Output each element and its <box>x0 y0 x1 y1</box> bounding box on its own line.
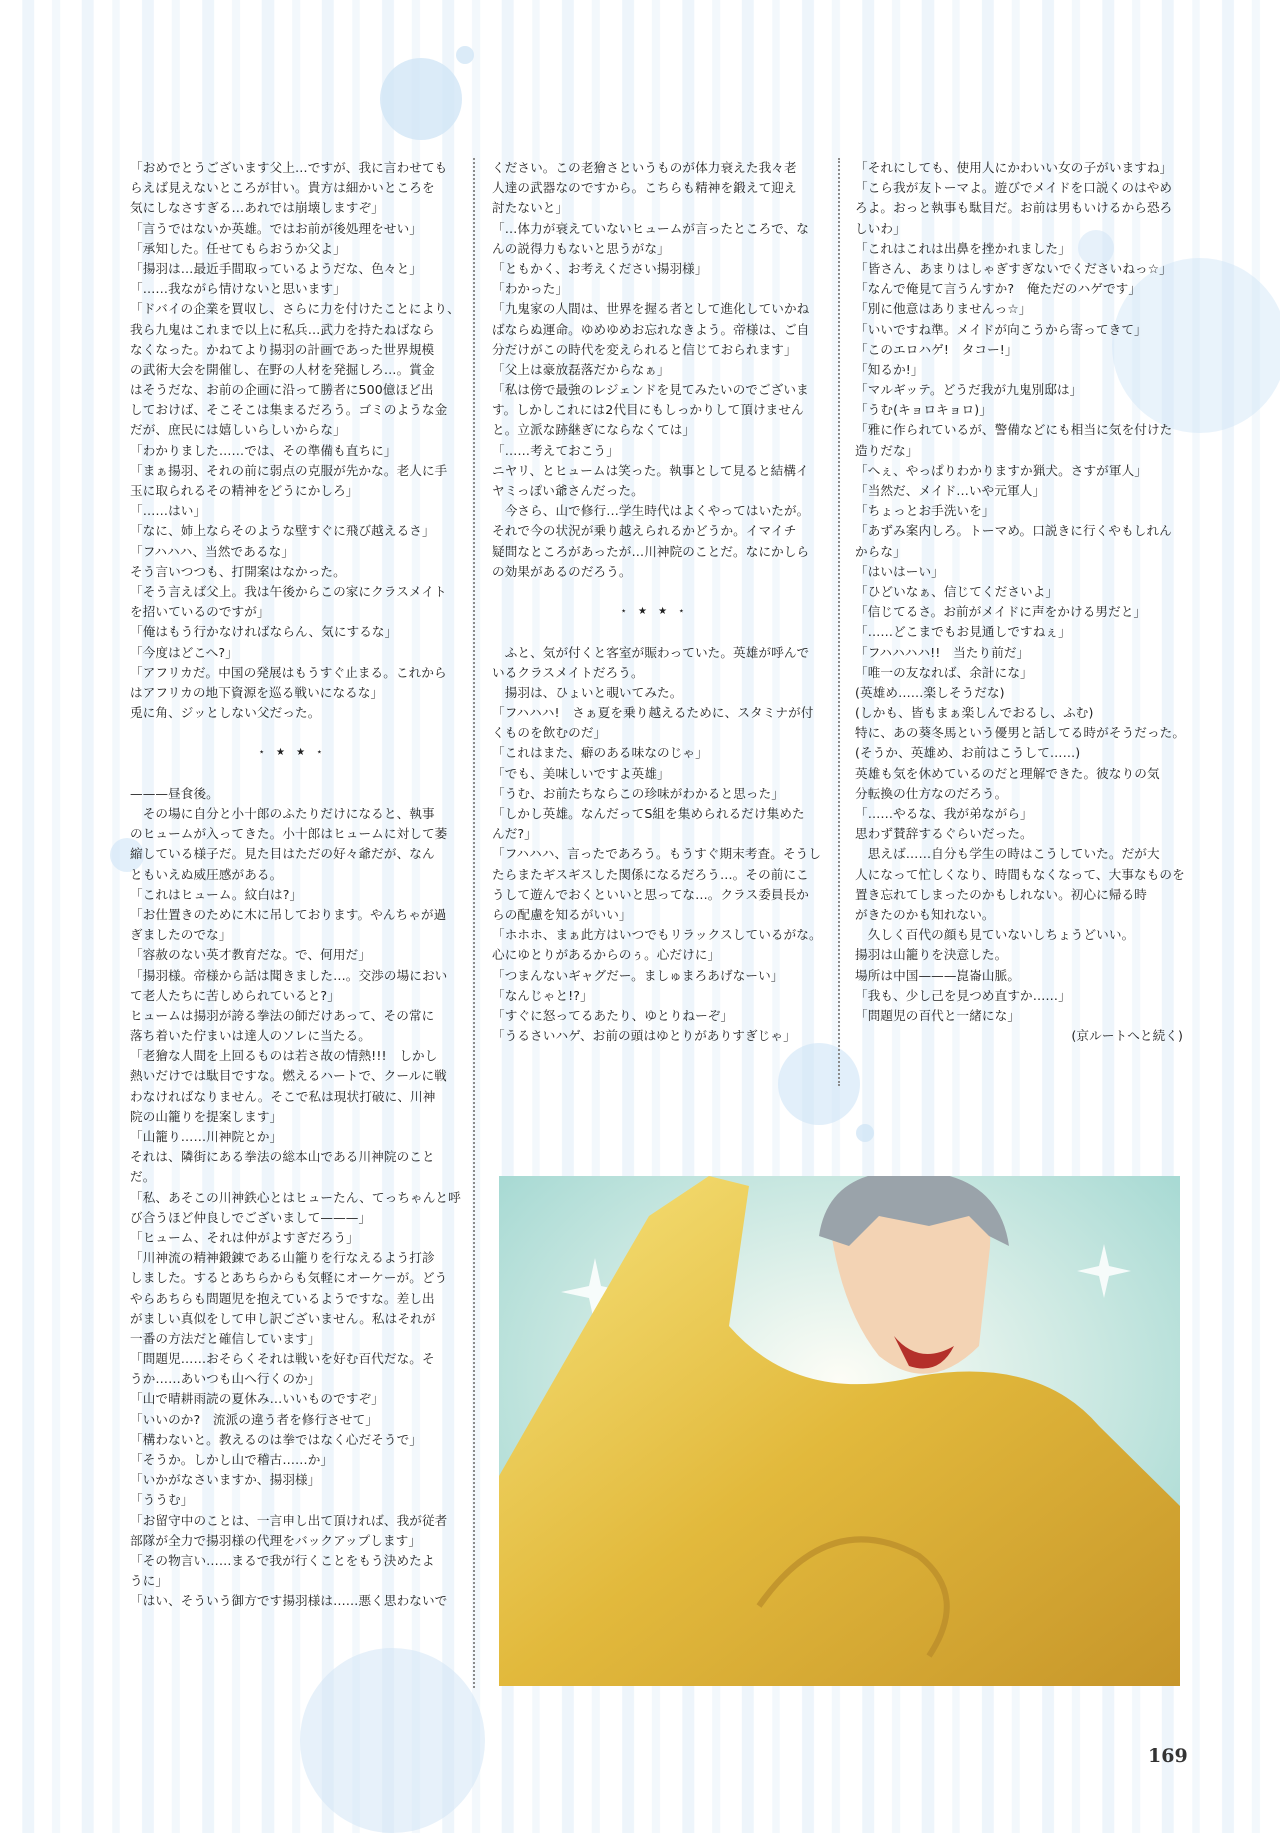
decor-bubble <box>856 1124 874 1142</box>
text-line: 一番の方法だと確信しています」 <box>130 1330 321 1346</box>
text-line <box>130 764 455 784</box>
text-line: ヤミっぽい爺さんだった。 <box>492 483 644 498</box>
text-column-2 <box>492 158 822 1046</box>
text-line: だ。 <box>130 1169 156 1185</box>
text-line: 「お留守中のことは、一言申し出て頂ければ、我が従者 <box>130 1512 448 1528</box>
text-line: 揚羽は、ひょいと覗いてみた。 <box>492 684 683 700</box>
text-line: 「そうか。しかし山で稽古……か」 <box>130 1452 334 1467</box>
text-line: いるクラスメイトだろう。 <box>492 664 644 680</box>
text-line: の武術大会を開催し、在野の人材を発掘しろ…。賞金 <box>130 361 435 377</box>
text-line: やらあちらも問題児を抱えているようですな。差し出 <box>130 1290 435 1306</box>
text-line: 「ヒューム、それは仲がよすぎだろう」 <box>130 1229 359 1245</box>
text-line: 分だけがこの時代を変えられると信じておられます」 <box>492 341 797 357</box>
text-line: 縮している様子だ。見た目はただの好々爺だが、なん <box>130 846 435 862</box>
text-line: 「しかし英雄。なんだってS組を集められるだけ集めた <box>492 806 805 821</box>
text-line: 心にゆとりがあるからのぅ。心だけに」 <box>492 947 721 963</box>
text-line: 「言うではないか英雄。ではお前が後処理をせい」 <box>130 220 422 236</box>
text-line: ———昼食後。 <box>130 785 219 801</box>
text-line: 「信じてるさ。お前がメイドに声をかける男だと」 <box>855 604 1147 620</box>
text-line <box>492 622 817 642</box>
text-line <box>130 723 455 743</box>
text-line: 思えば……自分も学生の時はこうしていた。だが大 <box>855 846 1160 862</box>
text-line: 「当然だ、メイド…いや元軍人」 <box>855 483 1046 498</box>
text-line: 「……考えておこう」 <box>492 442 619 458</box>
text-line: 院の山籠りを提案します」 <box>130 1108 283 1124</box>
text-line: 「山籠り……川神院とか」 <box>130 1129 283 1144</box>
text-line: 置き忘れてしまったのかもしれない。初心に帰る時 <box>855 886 1147 902</box>
column-divider <box>473 158 475 1688</box>
text-line: 「おめでとうございます父上…ですが、我に言わせても <box>130 160 448 175</box>
text-line: がきたのかも知れない。 <box>855 906 995 922</box>
text-line: 「承知した。任せてもらおうか父よ」 <box>130 240 346 256</box>
text-line: 「ドバイの企業を買収し、さらに力を付けたことにより、 <box>130 301 460 317</box>
text-line: 「構わないと。教えるのは拳ではなく心だそうで」 <box>130 1431 422 1447</box>
text-line: んの説得力もないと思うがな」 <box>492 240 670 256</box>
text-line: 「フハハハ! さぁ夏を乗り越えるために、スタミナが付 <box>492 705 814 721</box>
text-line: 「父上は豪放磊落だからなぁ」 <box>492 361 670 377</box>
text-line: 「問題児……おそらくそれは戦いを好む百代だな。そ <box>130 1351 435 1367</box>
text-line: 思わず賛辞するぐらいだった。 <box>855 826 1033 842</box>
text-line: 「フハハハ、言ったであろう。もうすぐ期末考査。そうし <box>492 846 822 862</box>
text-line: 気にしなさすぎる…あれでは崩壊しますぞ」 <box>130 200 384 216</box>
text-line: んだ?」 <box>492 826 537 842</box>
text-line: 「アフリカだ。中国の発展はもうすぐ止まる。これから <box>130 664 447 680</box>
text-line: 「こら我が友トーマよ。遊びでメイドを口説くのはやめ <box>855 180 1173 196</box>
text-line: (英雄め……楽しそうだな) <box>855 684 1005 700</box>
text-line: 「揚羽様。帝様から話は聞きました…。交渉の場におい <box>130 967 448 983</box>
text-line: 「へぇ、やっぱりわかりますか猟犬。さすが軍人」 <box>855 462 1147 478</box>
text-line: 人達の武器なのですから。こちらも精神を鍛えて迎え <box>492 180 797 196</box>
text-line: 「わかった」 <box>492 281 569 297</box>
text-line: 「フハハハハ!! 当たり前だ」 <box>855 644 1030 660</box>
text-line: 「……我ながら情けないと思います」 <box>130 281 346 297</box>
text-line: 「はいはーい」 <box>855 563 944 579</box>
text-line: 「老獪な人間を上回るものは若さ故の情熱!!! しかし <box>130 1048 438 1064</box>
text-line: 「なんで俺見て言うんすか? 俺ただのハゲです」 <box>855 281 1142 297</box>
text-line: うして遊んでおくといいと思ってな…。クラス委員長か <box>492 886 809 902</box>
text-line: がましい真似をして申し訳ございません。私はそれが <box>130 1310 436 1326</box>
text-line: 「別に他意はありませんっ☆」 <box>855 301 1032 317</box>
text-line: 「ううむ」 <box>130 1492 194 1508</box>
text-line: 場所は中国———崑崙山脈。 <box>855 967 1021 983</box>
text-line: 「これはまた、癖のある味なのじゃ」 <box>492 745 708 761</box>
text-line: らえば見えないところが甘い。貴方は細かいところを <box>130 180 435 196</box>
text-line: 「容赦のない英才教育だな。で、何用だ」 <box>130 947 371 963</box>
text-line: 「なんじゃと!?」 <box>492 987 593 1003</box>
text-line: 「私、あそこの川神鉄心とはヒューたん、てっちゃんと呼 <box>130 1189 461 1205</box>
text-line: 「ちょっとお手洗いを」 <box>855 503 995 519</box>
text-line: 「フハハハ、当然であるな」 <box>130 543 295 559</box>
text-line: だが、庶民には嬉しいらしいからな」 <box>130 422 346 438</box>
text-line: 「九鬼家の人間は、世界を握る者として進化していかね <box>492 301 810 317</box>
column-divider <box>838 158 840 1086</box>
text-line: 「俺はもう行かなければならん、気にするな」 <box>130 624 398 640</box>
text-line: 「それにしても、使用人にかわいい女の子がいますね」 <box>855 160 1173 175</box>
text-line: のヒュームが入ってきた。小十郎はヒュームに対して萎 <box>130 826 448 842</box>
text-line: 「唯一の友なれば、余計にな」 <box>855 664 1033 680</box>
text-line: ともいえぬ威圧感がある。 <box>130 866 283 882</box>
text-line: 「はい、そういう御方です揚羽様は……悪く思わないで <box>130 1593 448 1609</box>
text-line: ろよ。おっと執事も駄目だ。お前は男もいけるから恐ろ <box>855 200 1173 216</box>
text-line: はそうだな、お前の企画に沿って勝者に500億ほど出 <box>130 382 434 398</box>
text-line: 「すぐに怒ってるあたり、ゆとりねーぞ」 <box>492 1007 734 1023</box>
text-line: 「知るか!」 <box>855 361 924 377</box>
text-line: ふと、気が付くと客室が賑わっていた。英雄が呼んで <box>492 644 810 660</box>
text-line: 疑問なところがあったが…川神院のことだ。なにかしら <box>492 543 810 559</box>
text-line: 「お仕置きのために木に吊しております。やんちゃが過 <box>130 906 447 922</box>
text-line: 「ともかく、お考えください揚羽様」 <box>492 260 708 276</box>
text-line: と。立派な跡継ぎにならなくては」 <box>492 422 696 438</box>
text-line: 人になって忙しくなり、時間もなくなって、大事なものを <box>855 866 1185 882</box>
text-line: 「雅に作られているが、警備などにも相当に気を付けた <box>855 422 1173 438</box>
text-line: 部隊が全力で揚羽様の代理をバックアップします」 <box>130 1532 422 1548</box>
text-line <box>492 582 817 602</box>
text-line: 分転換の仕方なのだろう。 <box>855 785 1008 801</box>
decor-bubble <box>778 1043 860 1125</box>
continued-note: (京ルートへと続く) <box>1071 1028 1183 1044</box>
text-line: 今さら、山で修行…学生時代はよくやってはいたが。 <box>492 503 810 519</box>
section-break-stars: ⋆ ★ ★ ⋆ <box>258 747 327 759</box>
section-break-stars: ⋆ ★ ★ ⋆ <box>620 606 689 618</box>
text-line: 「いかがなさいますか、揚羽様」 <box>130 1472 321 1488</box>
text-line: 「でも、美味しいですよ英雄」 <box>492 765 670 781</box>
text-line: 落ち着いた佇まいは達人のソレに当たる。 <box>130 1028 371 1044</box>
text-line: 「うむ、お前たちならこの珍味がわかると思った」 <box>492 785 784 801</box>
text-line: それは、隣街にある拳法の総本山である川神院のこと <box>130 1149 435 1165</box>
text-line: 造りだな」 <box>855 442 919 458</box>
text-line: ください。この老獪さというものが体力衰えた我々老 <box>492 160 797 175</box>
decor-bubble <box>456 46 474 64</box>
text-line: らの配慮を知るがいい」 <box>492 906 632 922</box>
text-line: ニヤリ、とヒュームは笑った。執事として見ると結構イ <box>492 462 809 478</box>
text-line: 「……どこまでもお見通しですねぇ」 <box>855 624 1071 640</box>
text-line: 「ひどいなぁ、信じてくださいよ」 <box>855 583 1059 599</box>
text-line: 「これはこれは出鼻を挫かれました」 <box>855 240 1071 256</box>
text-line: 「問題児の百代と一緒にな」 <box>855 1007 1021 1023</box>
text-line: 「まぁ揚羽、それの前に弱点の克服が先かな。老人に手 <box>130 462 448 478</box>
text-line: 「私は傍で最強のレジェンドを見てみたいのでございま <box>492 382 809 398</box>
text-line: しいわ」 <box>855 220 906 236</box>
text-line: ヒュームは揚羽が誇る拳法の師だけあって、その常に <box>130 1007 435 1023</box>
text-line: わなければなりません。そこで私は現状打破に、川神 <box>130 1088 436 1104</box>
text-line: (しかも、皆もまぁ楽しんでおるし、ふむ) <box>855 705 1094 721</box>
text-line: ばならぬ運命。ゆめゆめお忘れなきよう。帝様は、ご自 <box>492 321 810 337</box>
text-line: そう言いつつも、打開案はなかった。 <box>130 563 346 579</box>
text-line: しておけば、そこそこは集まるだろう。ゴミのような金 <box>130 402 448 418</box>
text-line: 「うむ(キョロキョロ)」 <box>855 402 992 418</box>
text-line: 「……はい」 <box>130 503 207 519</box>
text-line: 「うるさいハゲ、お前の頭はゆとりがありすぎじゃ」 <box>492 1028 796 1044</box>
text-line: の効果があるのだろう。 <box>492 563 632 579</box>
text-line: 「このエロハゲ! タコー!」 <box>855 341 1018 357</box>
text-line: 「我も、少し己を見つめ直すか……」 <box>855 987 1071 1003</box>
character-illustration <box>499 1176 1180 1686</box>
text-line: 「そう言えば父上。我は午後からこの家にクラスメイト <box>130 583 447 599</box>
text-line: 兎に角、ジッとしない父だった。 <box>130 705 321 721</box>
text-line: 久しく百代の顔も見ていないしちょうどいい。 <box>855 927 1135 943</box>
text-line: 英雄も気を休めているのだと理解できた。彼なりの気 <box>855 765 1160 781</box>
text-line: 「わかりました……では、その準備も直ちに」 <box>130 442 397 458</box>
text-line: 「今度はどこへ?」 <box>130 644 238 660</box>
text-line: はアフリカの地下資源を巡る戦いになるな」 <box>130 684 384 700</box>
text-line: 「なに、姉上ならそのような壁すぐに飛び越えるさ」 <box>130 523 435 539</box>
text-line: 「あずみ案内しろ。トーマめ。口説きに行くやもしれん <box>855 523 1172 539</box>
text-line: 「いいですね準。メイドが向こうから寄ってきて」 <box>855 321 1147 337</box>
text-line: 「…体力が衰えていないヒュームが言ったところで、な <box>492 220 809 236</box>
decor-bubble <box>300 1648 485 1833</box>
text-line: 「川神流の精神鍛錬である山籠りを行なえるよう打診 <box>130 1250 435 1266</box>
text-column-3 <box>855 158 1186 1046</box>
text-line: 「皆さん、あまりはしゃぎすぎないでくださいねっ☆」 <box>855 260 1172 276</box>
text-line: 揚羽は山籠りを決意した。 <box>855 947 1008 963</box>
text-line: 熱いだけでは駄目ですな。燃えるハートで、クールに戦 <box>130 1068 447 1084</box>
text-line: 「これはヒューム。紋白は?」 <box>130 886 303 902</box>
page-number: 169 <box>1148 1745 1188 1767</box>
text-line: うに」 <box>130 1573 169 1589</box>
text-line: ぎましたのでな」 <box>130 927 232 943</box>
text-column-1 <box>130 158 461 1612</box>
text-line: くものを飲むのだ」 <box>492 725 607 741</box>
text-line: 討たないと」 <box>492 200 569 216</box>
text-line: び合うほど仲良しでございまして———」 <box>130 1209 372 1225</box>
text-line: たらまたギスギスした関係になるだろう…。その前にこ <box>492 866 809 882</box>
illustration-image <box>499 1176 1180 1686</box>
text-line: 「……やるな、我が弟ながら」 <box>855 806 1033 821</box>
text-line: それで今の状況が乗り越えられるかどうか。イマイチ <box>492 523 797 539</box>
decor-bubble <box>380 58 462 140</box>
text-line: 「ホホホ、まぁ此方はいつでもリラックスしているがな。 <box>492 927 822 943</box>
text-line: て老人たちに苦しめられていると?」 <box>130 987 340 1003</box>
text-line: 「つまんないギャグだー。ましゅまろあげなーい」 <box>492 967 784 983</box>
text-line: 「揚羽は…最近手間取っているようだな、色々と」 <box>130 260 422 276</box>
text-line: からな」 <box>855 543 906 559</box>
text-line: 特に、あの葵冬馬という優男と話してる時がそうだった。 <box>855 725 1186 741</box>
text-line: 「いいのか? 流派の違う者を修行させて」 <box>130 1411 378 1427</box>
text-line: しました。するとあちらからも気軽にオーケーが。どう <box>130 1270 448 1286</box>
text-line: す。しかしこれには2代目にもしっかりして頂けません <box>492 402 804 418</box>
text-line: (そうか、英雄め、お前はこうして……) <box>855 745 1081 761</box>
text-line: 「マルギッテ。どうだ我が九鬼別邸は」 <box>855 382 1083 398</box>
text-line: 「山で晴耕雨読の夏休み…いいものですぞ」 <box>130 1391 384 1407</box>
text-line: なくなった。かねてより揚羽の計画であった世界規模 <box>130 341 435 357</box>
text-line: 玉に取られるその精神をどうにかしろ」 <box>130 483 359 498</box>
text-line: 「その物言い……まるで我が行くことをもう決めたよ <box>130 1552 435 1568</box>
text-line: 我ら九鬼はこれまで以上に私兵…武力を持たねばなら <box>130 321 435 337</box>
text-line: うか……あいつも山へ行くのか」 <box>130 1371 321 1387</box>
text-line: その場に自分と小十郎のふたりだけになると、執事 <box>130 806 435 821</box>
text-line: を招いているのですが」 <box>130 604 270 620</box>
